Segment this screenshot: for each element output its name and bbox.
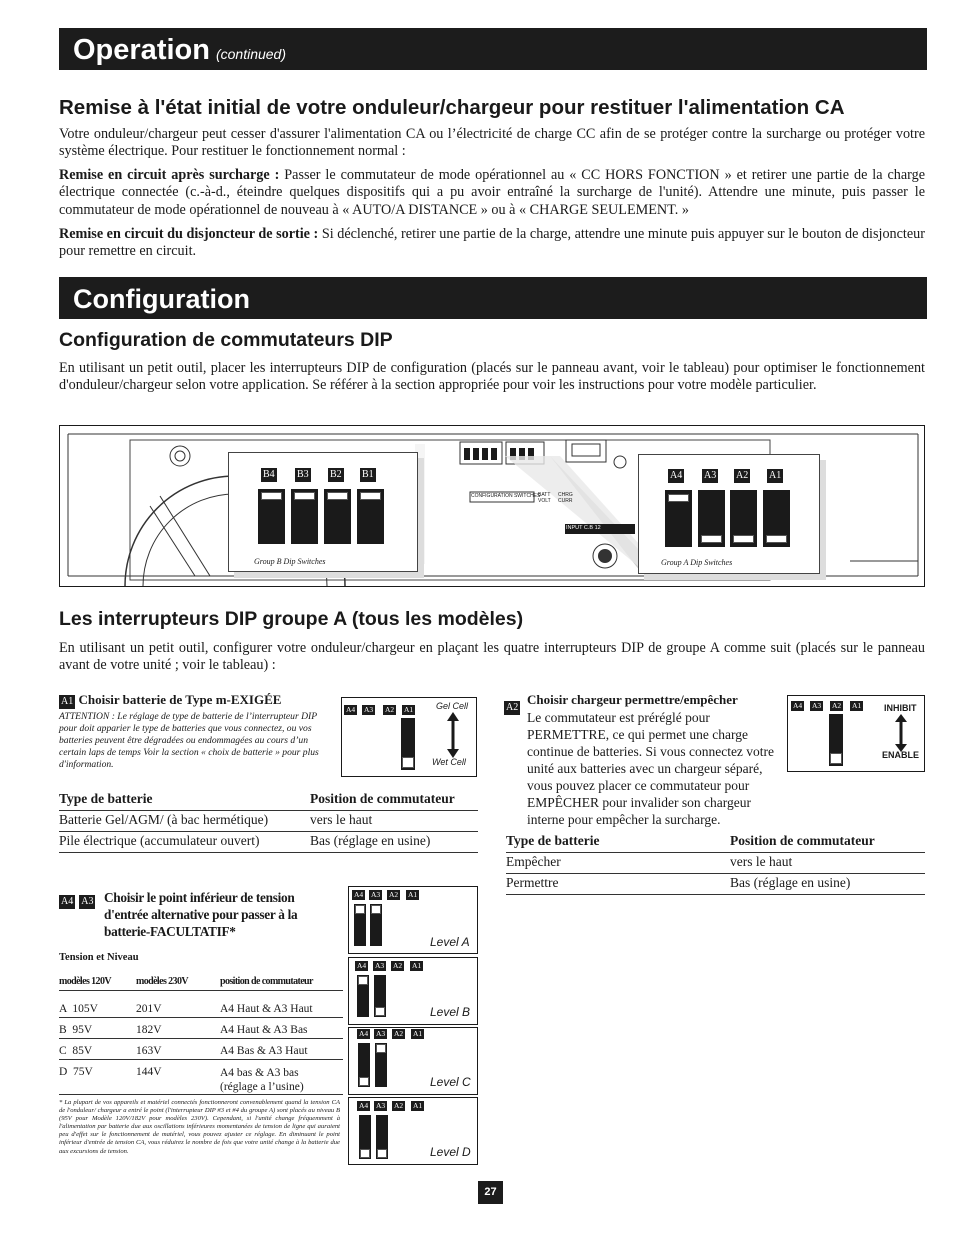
a2-switch <box>829 714 843 766</box>
group-b-caption: Group B Dip Switches <box>254 557 326 566</box>
table-row <box>59 832 478 853</box>
level-c-diagram <box>348 1027 478 1095</box>
level-d-diagram <box>348 1097 478 1165</box>
a43-tags <box>59 891 95 909</box>
dip-heading: Configuration de commutateurs DIP <box>59 329 393 351</box>
group-a-inset <box>638 454 820 574</box>
breaker-text: Si déclenché, retirer une partie de la charge, attendre une minute puis appuyer sur le bouton de disjoncteur pour remettre en circuit. <box>59 226 925 260</box>
table-row <box>59 1003 343 1018</box>
a43-row-c-120: C 85V <box>59 1045 93 1057</box>
dip-intro: En utilisant un petit outil, placer les interrupteurs DIP de configuration (placés sur le panneau avant, voir le tableau) pour optimiser le fonctionnement d'onduleur/chargeur selon votre application. Se référer à la section appropriée pour voir les instructions pour votre modèle particulier. <box>59 360 925 394</box>
level-c-switch-a4 <box>358 1043 370 1087</box>
group-a-intro: En utilisant un petit outil, configurer votre onduleur/chargeur en plaçant les quatre interrupteurs DIP de groupe A comme suit (placés sur le panneau avant de votre unité ; voir le tableau) : <box>59 640 925 674</box>
level-c-switch-a3 <box>375 1043 387 1087</box>
a43-col-120v: modèles 120V <box>59 976 111 987</box>
a1-block <box>59 692 319 771</box>
a43-row-c-230: 163V <box>136 1045 162 1057</box>
dip-switch-a2 <box>730 490 757 547</box>
a43-table <box>59 976 343 1096</box>
dip-switch-b4 <box>258 489 285 544</box>
a1-row2-position: Bas (réglage en usine) <box>310 833 431 848</box>
a43-row-b-position: A4 Haut & A3 Bas <box>220 1024 308 1036</box>
table-row <box>59 1066 343 1095</box>
inhibit-label: INHIBIT <box>884 703 917 713</box>
level-d-label-a1: A1 <box>413 1101 423 1110</box>
dip-switch-b2 <box>324 489 351 544</box>
table-row <box>506 853 925 874</box>
group-b-label-b4: B4 <box>263 469 275 480</box>
a2-title: Choisir chargeur permettre/empêcher <box>527 692 738 707</box>
a2-row2-position: Bas (réglage en usine) <box>730 875 851 890</box>
level-d-label: Level D <box>430 1145 471 1159</box>
a1-diagram-label-a1: A1 <box>404 705 414 714</box>
table-row <box>59 811 478 832</box>
level-c-label-a1: A1 <box>413 1029 423 1038</box>
up-down-arrow-icon <box>894 714 908 752</box>
level-d-switch-a4 <box>359 1115 371 1159</box>
level-c-label: Level C <box>430 1075 471 1089</box>
level-b-label-a4: A4 <box>357 961 367 970</box>
level-b-label-a1: A1 <box>412 961 422 970</box>
a1-diagram-label-a3: A3 <box>364 705 374 714</box>
a43-row-a-230: 201V <box>136 1003 162 1015</box>
a1-table-header <box>59 790 478 811</box>
a2-tag: A2 <box>506 702 519 713</box>
a1-row2-type: Pile électrique (accumulateur ouvert) <box>59 833 260 848</box>
up-down-arrow-icon <box>446 712 460 758</box>
a43-row-a-120: A 105V <box>59 1003 98 1015</box>
a2-col-switch-position: Position de commutateur <box>730 833 875 848</box>
table-row <box>59 1024 343 1039</box>
group-a-heading: Les interrupteurs DIP groupe A (tous les modèles) <box>59 608 524 630</box>
group-a-label-a3: A3 <box>704 470 717 481</box>
a2-table-header <box>506 832 925 853</box>
level-c-label-a3: A3 <box>376 1029 386 1038</box>
a2-diagram-label-a3: A3 <box>812 701 822 710</box>
a43-tag-a3: A3 <box>81 896 94 907</box>
level-d-label-a3: A3 <box>376 1101 386 1110</box>
level-a-switch-a3 <box>370 904 382 946</box>
dip-switch-b1 <box>357 489 384 544</box>
group-b-label-b3: B3 <box>297 469 309 480</box>
a2-row1-type: Empêcher <box>506 854 561 869</box>
a43-table-header <box>59 976 343 991</box>
continued-label: (continued) <box>215 46 287 62</box>
a1-diagram-label-a4: A4 <box>346 705 356 714</box>
table-row <box>506 874 925 895</box>
overload-paragraph <box>59 167 925 219</box>
a43-col-position: position de commutateur <box>220 976 313 987</box>
a1-row1-type: Batterie Gel/AGM/ (à bac hermétique) <box>59 812 269 827</box>
a2-text: Le commutateur est préréglé pour PERMETTRE, ce qui permet une charge continue de batteries. Si vous connectez votre unité aux batteries avec un chargeur séparé, vous pouvez placer ce commutateur pour EMPÊCHER pour invalider son chargeur interne pour empêcher la surcharge. <box>527 710 775 827</box>
level-a-diagram <box>348 886 478 954</box>
level-c-label-a2: A2 <box>394 1029 404 1038</box>
configuration-title: Configuration <box>73 284 250 314</box>
group-a-caption: Group A Dip Switches <box>661 558 733 567</box>
gel-cell-label: Gel Cell <box>436 701 469 711</box>
level-d-switch-a3 <box>376 1115 388 1159</box>
a43-subhead: Tension et Niveau <box>59 952 139 963</box>
a43-row-b-120: B 95V <box>59 1024 93 1036</box>
reset-heading: Remise à l'état initial de votre onduleur/chargeur pour restituer l'alimentation CA <box>59 96 845 119</box>
a43-row-a-position: A4 Haut & A3 Haut <box>220 1003 313 1015</box>
a43-title: Choisir le point inférieur de tension d'entrée alternative pour passer à la batterie-FACULTATIF* <box>104 890 298 939</box>
a1-tag: A1 <box>61 696 74 707</box>
a1-title: Choisir batterie de Type m-EXIGÉE <box>78 692 282 707</box>
input-cb-label: INPUT C.B 12 <box>566 525 601 531</box>
operation-header <box>59 28 927 70</box>
a43-row-d-position: A4 bas & A3 bas (réglage a l’usine) <box>220 1067 304 1093</box>
level-b-switch-a4 <box>357 975 369 1017</box>
a2-diagram-label-a1: A1 <box>852 701 862 710</box>
page-number: 27 <box>478 1181 503 1204</box>
a1-col-switch-position: Position de commutateur <box>310 791 455 806</box>
group-b-inset <box>228 452 418 572</box>
wet-cell-label: Wet Cell <box>432 757 466 767</box>
a2-row1-position: vers le haut <box>730 854 793 869</box>
dip-switch-a1 <box>763 490 790 547</box>
a1-row1-position: vers le haut <box>310 812 373 827</box>
level-b-label-a2: A2 <box>393 961 403 970</box>
level-b-switch-a3 <box>374 975 386 1017</box>
overload-label: Remise en circuit après surcharge : <box>59 167 280 183</box>
chrg-curr-label: CHRG CURR <box>558 492 573 504</box>
a1-diagram <box>341 697 477 777</box>
a1-table <box>59 790 478 852</box>
group-a-label-a2: A2 <box>736 470 749 481</box>
dip-switch-a4 <box>665 490 692 547</box>
a43-row-d-120: D 75V <box>59 1066 93 1078</box>
level-a-label-a1: A1 <box>408 890 418 899</box>
a1-diagram-label-a2: A2 <box>385 705 395 714</box>
table-row <box>59 1045 343 1060</box>
a2-col-battery-type: Type de batterie <box>506 833 600 848</box>
a1-attention: ATTENTION : Le réglage de type de batterie de l’interrupteur DIP pour doit apparier le type de batteries que vous connectez, ou vos batteries peuvent être dégradées ou endommagées au cours d’un certain laps de temps Voir la section « choix de batterie » pour plus d'information. <box>59 711 319 770</box>
a2-row2-type: Permettre <box>506 875 559 890</box>
a43-row-b-230: 182V <box>136 1024 162 1036</box>
level-b-diagram <box>348 957 478 1025</box>
level-c-label-a4: A4 <box>359 1029 369 1038</box>
a1-col-battery-type: Type de batterie <box>59 791 153 806</box>
group-b-label-b2: B2 <box>330 469 342 480</box>
level-a-label: Level A <box>430 935 470 949</box>
level-d-label-a4: A4 <box>359 1101 369 1110</box>
operation-title: Operation <box>73 34 210 66</box>
a43-row-c-position: A4 Bas & A3 Haut <box>220 1045 308 1057</box>
a2-diagram-label-a2: A2 <box>832 701 842 710</box>
overload-text: Passer le commutateur de mode opérationnel au « CC HORS FONCTION » et retirer une partie de la charge électrique connectée (c.-à-d., éteindre quelques dispositifs qui a pu avoir entraîné la surcharge de l'unité). Attendre une minute, puis passer le commutateur de mode opérationnel de nouveau à « AUTO/A DISTANCE » ou à « CHARGE SEULEMENT. » <box>59 167 926 218</box>
configuration-header <box>59 277 927 319</box>
level-b-label: Level B <box>430 1005 471 1019</box>
a1-switch <box>401 718 415 770</box>
level-a-label-a3: A3 <box>371 890 381 899</box>
reset-intro: Votre onduleur/chargeur peut cesser d'assurer l'alimentation CA ou l’électricité de charge CC afin de se protéger contre la surcharge ou protéger votre système électrique. Pour restituer le fonctionnement normal : <box>59 126 925 160</box>
a43-footnote: * La plupart de vos appareils et matériel connectés fonctionneront convenablement quand la tension CA de l'onduleur/ chargeur a entré le point (l'interrupteur DIP #3 et #4 du groupe A) sont placés au niveau B (95V pour Modèle 120V/182V pour modèles 230V). Cependant, si l'unité change fréquemment à l'alimentation par batterie due aux oscillations inférieures momentanées de tension de ligne qui auraient peu d'effet sur le fonctionnement de matériel, vous pouvez ajuster ce réglage. En diminuant le point inférieur d'entrée de tension CA, vous réduirez le nombre de fois que votre unité change à la batterie due aux excursions de tension. <box>59 1099 340 1155</box>
group-a-label-a4: A4 <box>670 470 683 481</box>
front-panel-illustration <box>59 425 925 587</box>
a2-diagram <box>787 695 925 772</box>
breaker-paragraph <box>59 226 925 261</box>
a43-row-d-230: 144V <box>136 1066 162 1078</box>
config-switches-label: CONFIGURATION SWITCHES <box>471 493 541 499</box>
enable-label: ENABLE <box>882 750 920 760</box>
dip-switch-b3 <box>291 489 318 544</box>
group-a-label-a1: A1 <box>769 470 782 481</box>
batt-volt-label: BATT VOLT <box>538 492 551 504</box>
group-b-label-b1: B1 <box>362 469 374 480</box>
level-a-label-a2: A2 <box>389 890 399 899</box>
a2-table <box>506 832 925 894</box>
a2-diagram-label-a4: A4 <box>793 701 803 710</box>
breaker-label: Remise en circuit du disjoncteur de sortie : <box>59 226 319 242</box>
a43-tag-a4: A4 <box>61 896 74 907</box>
level-a-switch-a4 <box>354 904 366 946</box>
level-a-label-a4: A4 <box>354 890 364 899</box>
dip-switch-a3 <box>698 490 725 547</box>
a43-col-230v: modèles 230V <box>136 976 188 987</box>
level-b-label-a3: A3 <box>375 961 385 970</box>
level-d-label-a2: A2 <box>394 1101 404 1110</box>
